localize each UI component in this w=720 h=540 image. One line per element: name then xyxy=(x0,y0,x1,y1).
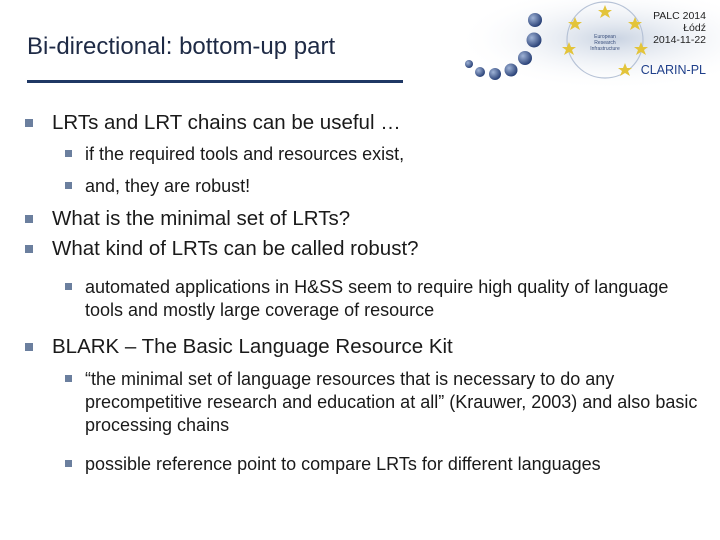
logo-text-3: Infrastructure xyxy=(590,46,620,52)
sub-bullet-item: if the required tools and resources exist, xyxy=(85,144,405,164)
logo-text-2: Research xyxy=(594,40,616,46)
bullet-item: What is the minimal set of LRTs? xyxy=(52,207,351,230)
event-name: PALC 2014 xyxy=(653,10,706,22)
event-city: Łódź xyxy=(683,22,706,34)
sub-bullet-item: possible reference point to compare LRTs for different languages xyxy=(85,453,635,476)
organization-label: CLARIN-PL xyxy=(640,63,706,77)
event-date: 2014-11-22 xyxy=(653,34,706,46)
bullet-item: LRTs and LRT chains can be useful … xyxy=(52,111,401,134)
slide-title: Bi-directional: bottom-up part xyxy=(27,33,336,60)
sub-bullet-item: and, they are robust! xyxy=(85,176,251,196)
sub-bullet-item: automated applications in H&SS seem to require high quality of language tools and mostly large coverage of resource xyxy=(85,276,685,322)
bullet-item: What kind of LRTs can be called robust? xyxy=(52,237,419,260)
bullet-item: BLARK – The Basic Language Resource Kit xyxy=(52,335,453,358)
sub-bullet-item: “the minimal set of language resources that is necessary to do any precompetitive research and education at all” (Krauwer, 2003) and also basic processing chains xyxy=(85,368,705,437)
logo-text-1: European xyxy=(594,34,616,40)
